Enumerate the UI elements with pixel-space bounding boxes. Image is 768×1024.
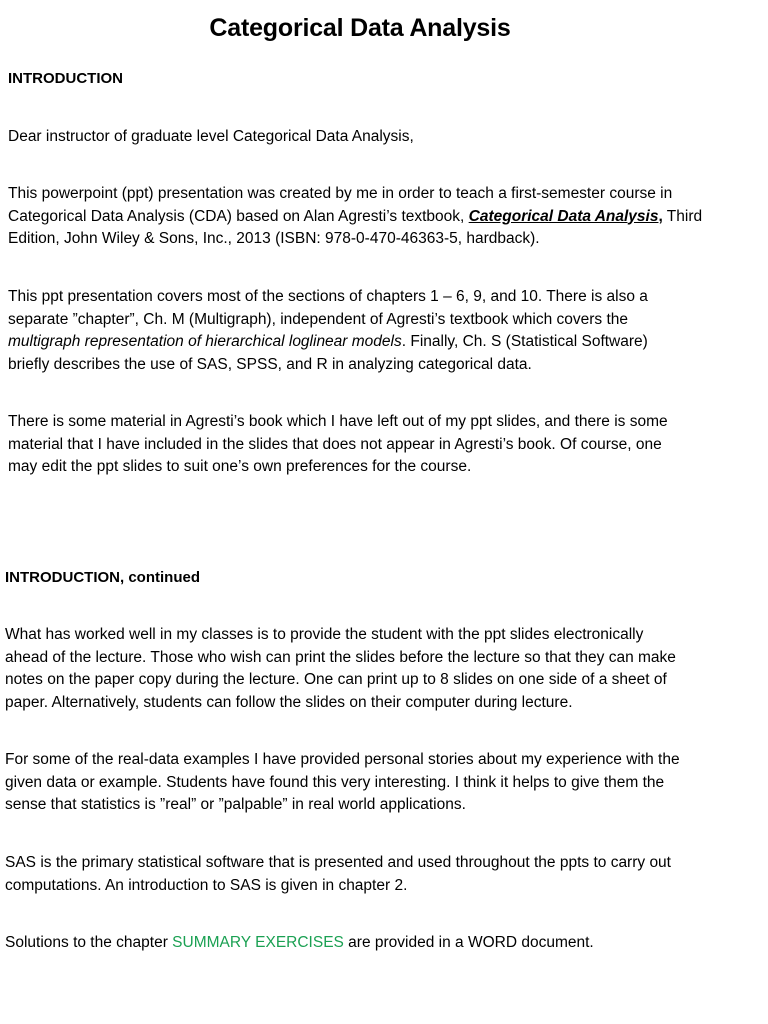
stories-paragraph	[5, 749, 680, 817]
paragraph-line: For some of the real-data examples I have provided personal stories about my experience with the	[5, 751, 680, 768]
paragraph-line: ahead of the lecture. Those who wish can print the slides before the lecture so that they can make	[5, 648, 676, 666]
paragraph-line: notes on the paper copy during the lecture. One can print up to 8 slides on one side of a sheet of	[5, 671, 667, 688]
text-run: Categorical Data Analysis (CDA) based on Alan Agresti’s textbook,	[8, 207, 469, 225]
paragraph-line: separate ”chapter”, Ch. M (Multigraph), independent of Agresti’s textbook which covers the	[8, 310, 629, 328]
italic-phrase: multigraph representation of hierarchical loglinear models	[8, 333, 402, 350]
section-heading-introduction-continued: INTRODUCTION, continued	[5, 569, 200, 586]
text-run: Solutions to the chapter	[5, 934, 173, 951]
summary-exercises-highlight: SUMMARY EXERCISES	[172, 934, 344, 951]
paragraph-line: There is some material in Agresti’s book which I have left out of my ppt slides, and there is some	[8, 413, 668, 430]
text-run: Third	[662, 207, 703, 225]
paragraph-line: briefly describes the use of SAS, SPSS, and R in analyzing categorical data.	[8, 355, 532, 373]
greeting-line: Dear instructor of graduate level Categorical Data Analysis,	[8, 128, 414, 145]
paragraph-line	[5, 932, 594, 955]
paragraph-line: computations. An introduction to SAS is given in chapter 2.	[5, 876, 408, 894]
material-paragraph	[8, 411, 668, 479]
solutions-paragraph	[5, 932, 594, 955]
paragraph-line	[8, 331, 648, 354]
greeting-paragraph	[8, 126, 414, 149]
section-heading-introduction: INTRODUCTION	[8, 70, 123, 87]
paragraph-line: SAS is the primary statistical software that is presented and used throughout the ppts to carry out	[5, 854, 671, 871]
book-title-comma: ,	[658, 207, 663, 225]
paragraph-line: Edition, John Wiley & Sons, Inc., 2013 (ISBN: 978-0-470-46363-5, hardback).	[8, 230, 540, 247]
document-title: Categorical Data Analysis	[209, 14, 511, 42]
paragraph-line: given data or example. Students have found this very interesting. I think it helps to give them the	[5, 773, 665, 791]
paragraph-line: may edit the ppt slides to suit one’s own preferences for the course.	[8, 458, 472, 475]
paragraph-line: sense that statistics is ”real” or ”palpable” in real world applications.	[5, 796, 466, 813]
covers-paragraph	[8, 286, 648, 376]
paragraph-line: material that I have included in the slides that does not appear in Agresti’s book. Of course, one	[8, 435, 662, 453]
ppt-paragraph	[8, 183, 702, 251]
paragraph-line: paper. Alternatively, students can follow the slides on their computer during lecture.	[5, 693, 573, 711]
text-run: . Finally, Ch. S (Statistical Software)	[401, 333, 648, 350]
worked-paragraph	[5, 624, 676, 714]
paragraph-line: This ppt presentation covers most of the sections of chapters 1 – 6, 9, and 10. There is also a	[8, 288, 648, 305]
paragraph-line	[8, 206, 702, 229]
paragraph-line: This powerpoint (ppt) presentation was created by me in order to teach a first-semester course in	[8, 185, 673, 202]
book-title: Categorical Data Analysis	[468, 207, 659, 225]
paragraph-line: What has worked well in my classes is to provide the student with the ppt slides electronically	[5, 626, 644, 643]
sas-paragraph	[5, 852, 671, 897]
text-run: are provided in a WORD document.	[343, 934, 594, 951]
